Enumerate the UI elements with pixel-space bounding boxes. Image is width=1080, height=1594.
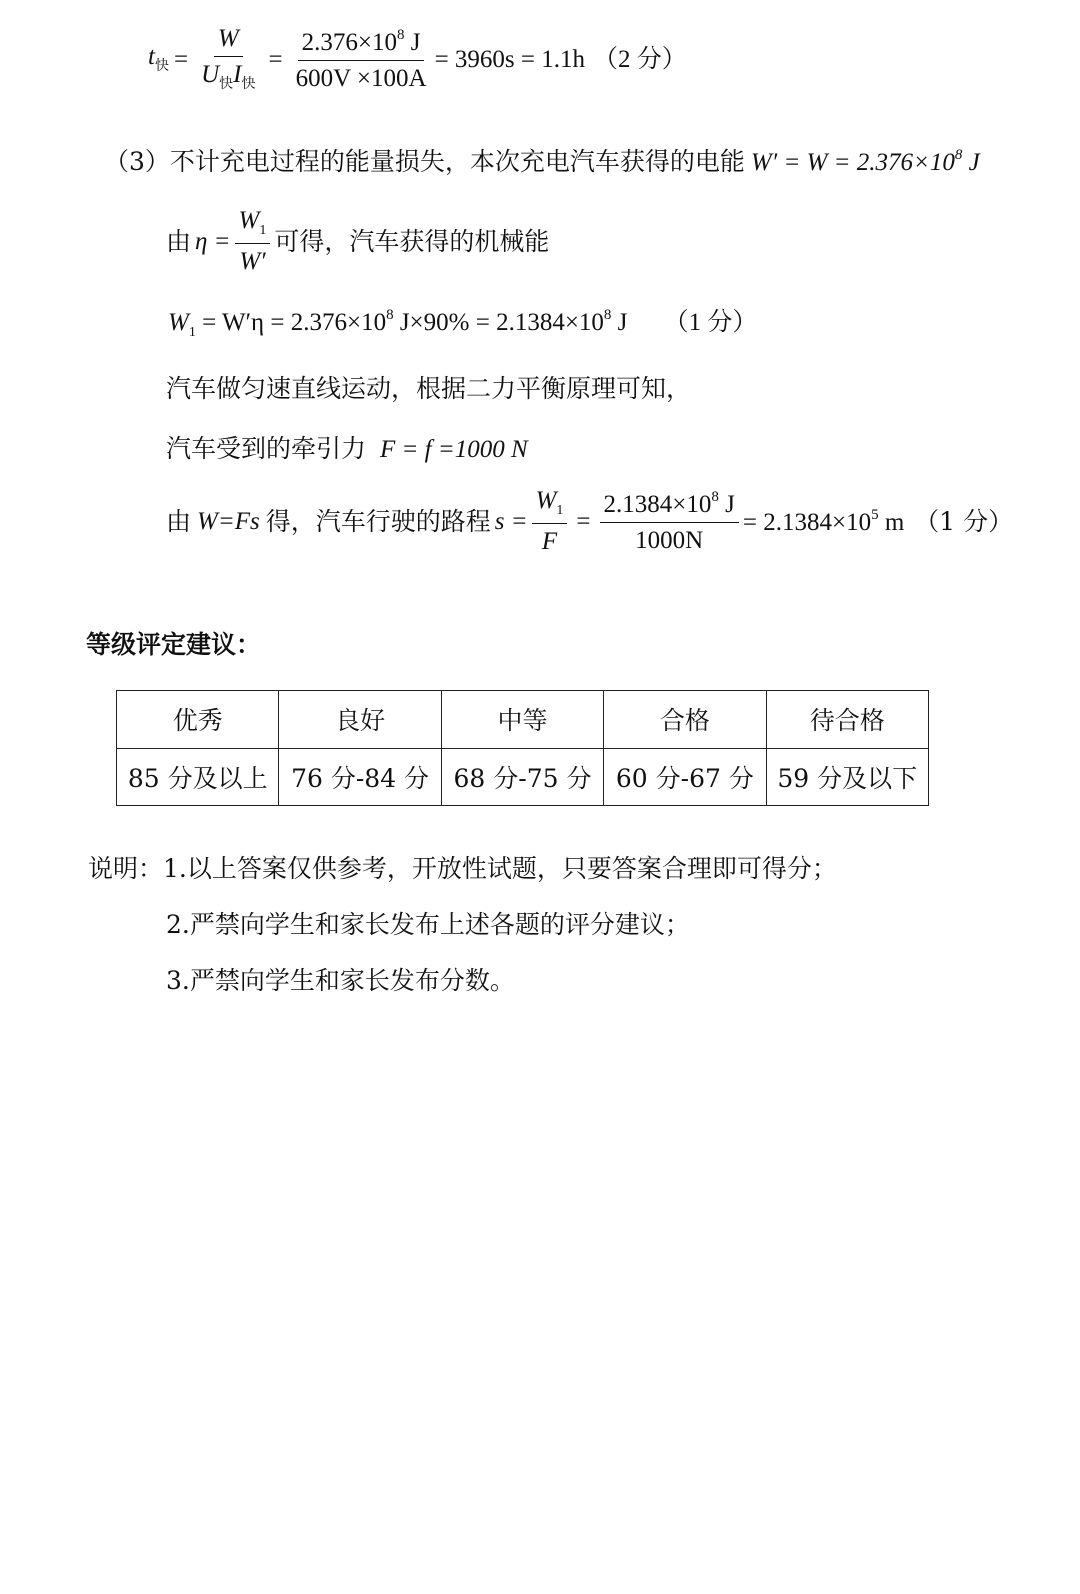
header-fail: 待合格: [766, 691, 928, 749]
note-item: 2.严禁向学生和家长发布上述各题的评分建议；: [166, 910, 690, 939]
part3-equation: $W' = W = 2.376\times 10^8$ J: [750, 147, 980, 176]
header-good: 良好: [279, 691, 441, 749]
range-good: 76 分-84 分: [279, 748, 441, 806]
grading-title: 等级评定建议：: [86, 630, 262, 659]
fraction-w1-over-wprime: $\frac{W_1}{W'}$: [235, 208, 271, 274]
table-row: [117, 691, 929, 749]
mechanical-energy-equation: $W_1 = W'\eta = 2.376\times 10^8$ $J\times 90\% = 2.1384\times 10^8$ J （1 分）: [168, 307, 758, 340]
header-medium: 中等: [441, 691, 603, 749]
score-1a: （1 分）: [663, 309, 758, 336]
efficiency-line: 由 η = $\frac{W_1}{W'}$ 可得，汽车获得的机械能: [166, 207, 550, 275]
score-1b: （1 分）: [914, 506, 1014, 536]
score-2: （2 分）: [593, 45, 687, 73]
range-excellent: 85 分及以上: [117, 748, 279, 806]
fraction-energy-over-power: $\frac{2.376\times 10^8 J}{600V \times 100A}$: [295, 26, 427, 92]
note-item: 3.严禁向学生和家长发布分数。: [166, 966, 515, 995]
notes-line-1: [88, 856, 837, 881]
fraction-energy-over-force: $\frac{2.1384\times 10^8 J}{1000N}$: [600, 490, 739, 553]
range-fail: 59 分及以下: [766, 748, 928, 806]
uniform-motion-text: 汽车做匀速直线运动，根据二力平衡原理可知，: [166, 374, 692, 403]
header-excellent: 优秀: [117, 691, 279, 749]
table-row: [117, 748, 929, 806]
traction-force-line: 汽车受到的牵引力 F = f =1000 N: [166, 434, 528, 463]
part3-intro-line: （3）不计充电过程的能量损失，本次充电汽车获得的电能 $W' = W = 2.376\times 10^8$ J: [104, 147, 980, 176]
header-pass: 合格: [604, 691, 766, 749]
charge-time-result: = 3960s = 1.1h: [434, 45, 586, 73]
grading-table: [116, 690, 929, 806]
var-t: $t_快$: [148, 43, 169, 74]
fraction-w1-over-f: $\frac{W_1}{F}$: [532, 488, 568, 554]
note-item: 1.以上答案仅供参考，开放性试题，只要答案合理即可得分；: [163, 854, 837, 883]
equation-charge-time: $t_快$ = $\frac{W}{U_快I_快}$ = $\frac{2.376\times 10^8 J}{600V \times 100A}$ = 3960s = 1.1h （2 分）: [148, 25, 687, 92]
notes-label: 说明：: [88, 854, 164, 883]
path-distance-line: 由 W=Fs 得，汽车行驶的路程 s = $\frac{W_1}{F}$ = $\frac{2.1384\times 10^8 J}{1000N}$ = $2.1384\times 10^5$ m （1 分）: [166, 487, 1014, 555]
range-pass: 60 分-67 分: [604, 748, 766, 806]
fraction-w-over-ui: $\frac{W}{U_快I_快}$: [201, 25, 256, 92]
range-medium: 68 分-75 分: [441, 748, 603, 806]
